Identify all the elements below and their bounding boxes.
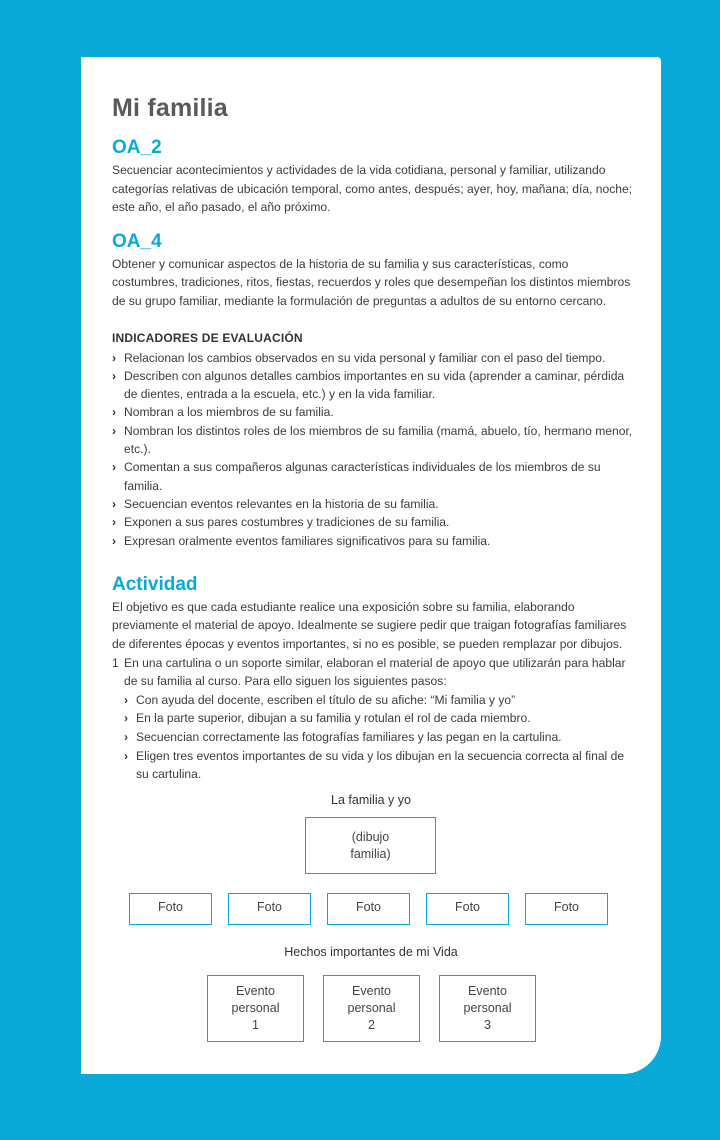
photo-box: Foto	[426, 893, 509, 925]
photo-box: Foto	[129, 893, 212, 925]
list-item: › Relacionan los cambios observados en su vida personal y familiar con el paso del tiempo.	[112, 349, 635, 367]
chevron-right-icon: ›	[124, 711, 129, 726]
chevron-right-icon: ›	[112, 350, 117, 365]
list-item: › Exponen a sus pares costumbres y tradiciones de su familia.	[112, 513, 635, 531]
objective-text-1: Secuenciar acontecimientos y actividades de la vida cotidiana, personal y familiar, utilizando categorías relativas de ubicación temporal, como antes, después; ayer, hoy, mañana; día, noche; este año, el año pasado, el año próximo.	[112, 163, 633, 215]
page-title: Mi familia	[112, 94, 228, 122]
list-item: › Comentan a sus compañeros algunas características individuales de los miembros de su familia.	[112, 460, 601, 493]
chevron-right-icon: ›	[124, 748, 129, 763]
chevron-right-icon: ›	[112, 368, 117, 383]
family-drawing-box: (dibujo familia)	[305, 817, 436, 874]
list-item: › Secuencian correctamente las fotografías familiares y las pegan en la cartulina.	[112, 728, 635, 747]
chevron-right-icon: ›	[112, 496, 117, 511]
chevron-right-icon: ›	[112, 515, 117, 530]
chevron-right-icon: ›	[112, 533, 117, 548]
list-item: › Nombran a los miembros de su familia.	[112, 403, 635, 421]
photo-box: Foto	[228, 893, 311, 925]
list-item: › Expresan oralmente eventos familiares significativos para su familia.	[112, 532, 635, 550]
chevron-right-icon: ›	[112, 460, 117, 475]
diagram-title: La familia y yo	[331, 793, 411, 807]
objective-code-1: OA_2	[112, 137, 162, 158]
step-number: 1	[112, 655, 119, 670]
substeps-list	[112, 691, 635, 784]
events-title: Hechos importantes de mi Vida	[284, 945, 458, 959]
content-card	[81, 57, 661, 1074]
chevron-right-icon: ›	[124, 692, 129, 707]
step-text: En una cartulina o un soporte similar, elaboran el material de apoyo que utilizarán para hablar de su familia al curso. Para ello siguen los siguientes pasos:	[124, 655, 626, 689]
chevron-right-icon: ›	[124, 729, 129, 744]
activity-step	[112, 654, 635, 691]
list-item: › En la parte superior, dibujan a su familia y rotulan el rol de cada miembro.	[112, 709, 635, 728]
objective-code-2: OA_4	[112, 230, 162, 252]
event-box: Evento personal 2	[323, 975, 420, 1042]
list-item: › Eligen tres eventos importantes de su vida y los dibujan en la secuencia correcta al final de su cartulina.	[124, 748, 625, 782]
activity-intro: El objetivo es que cada estudiante realice una exposición sobre su familia, elaborando previamente el material de apoyo. Idealmente se sugiere pedir que traigan fotografías familiares de diferentes épocas y eventos importantes, si no es posible, se pueden remplazar por dibujos.	[112, 599, 627, 652]
activity-title: Actividad	[112, 573, 198, 595]
event-box: Evento personal 1	[207, 975, 304, 1042]
event-box: Evento personal 3	[439, 975, 536, 1042]
objective-text-2: Obtener y comunicar aspectos de la historia de su familia y sus características, como costumbres, tradiciones, ritos, fiestas, recuerdos y roles que desempeñan los distintos miembros de su grupo familiar, mediante la formulación de preguntas a adultos de su entorno cercano.	[112, 256, 631, 308]
list-item: › Secuencian eventos relevantes en la historia de su familia.	[112, 495, 635, 513]
list-item: › Describen con algunos detalles cambios importantes en su vida (aprender a caminar, pérdida de dientes, entrada a la escuela, etc.) y en la vida familiar.	[112, 368, 625, 402]
chevron-right-icon: ›	[112, 423, 117, 438]
list-item: › Con ayuda del docente, escriben el título de su afiche: “Mi familia y yo”	[112, 691, 635, 710]
list-item: › Nombran los distintos roles de los miembros de su familia (mamá, abuelo, tío, hermano menor, etc.).	[112, 423, 633, 457]
indicators-list	[112, 349, 635, 550]
photo-box: Foto	[525, 893, 608, 925]
chevron-right-icon: ›	[112, 405, 117, 420]
photo-box: Foto	[327, 893, 410, 925]
indicators-heading: INDICADORES DE EVALUACIÓN	[112, 330, 303, 345]
